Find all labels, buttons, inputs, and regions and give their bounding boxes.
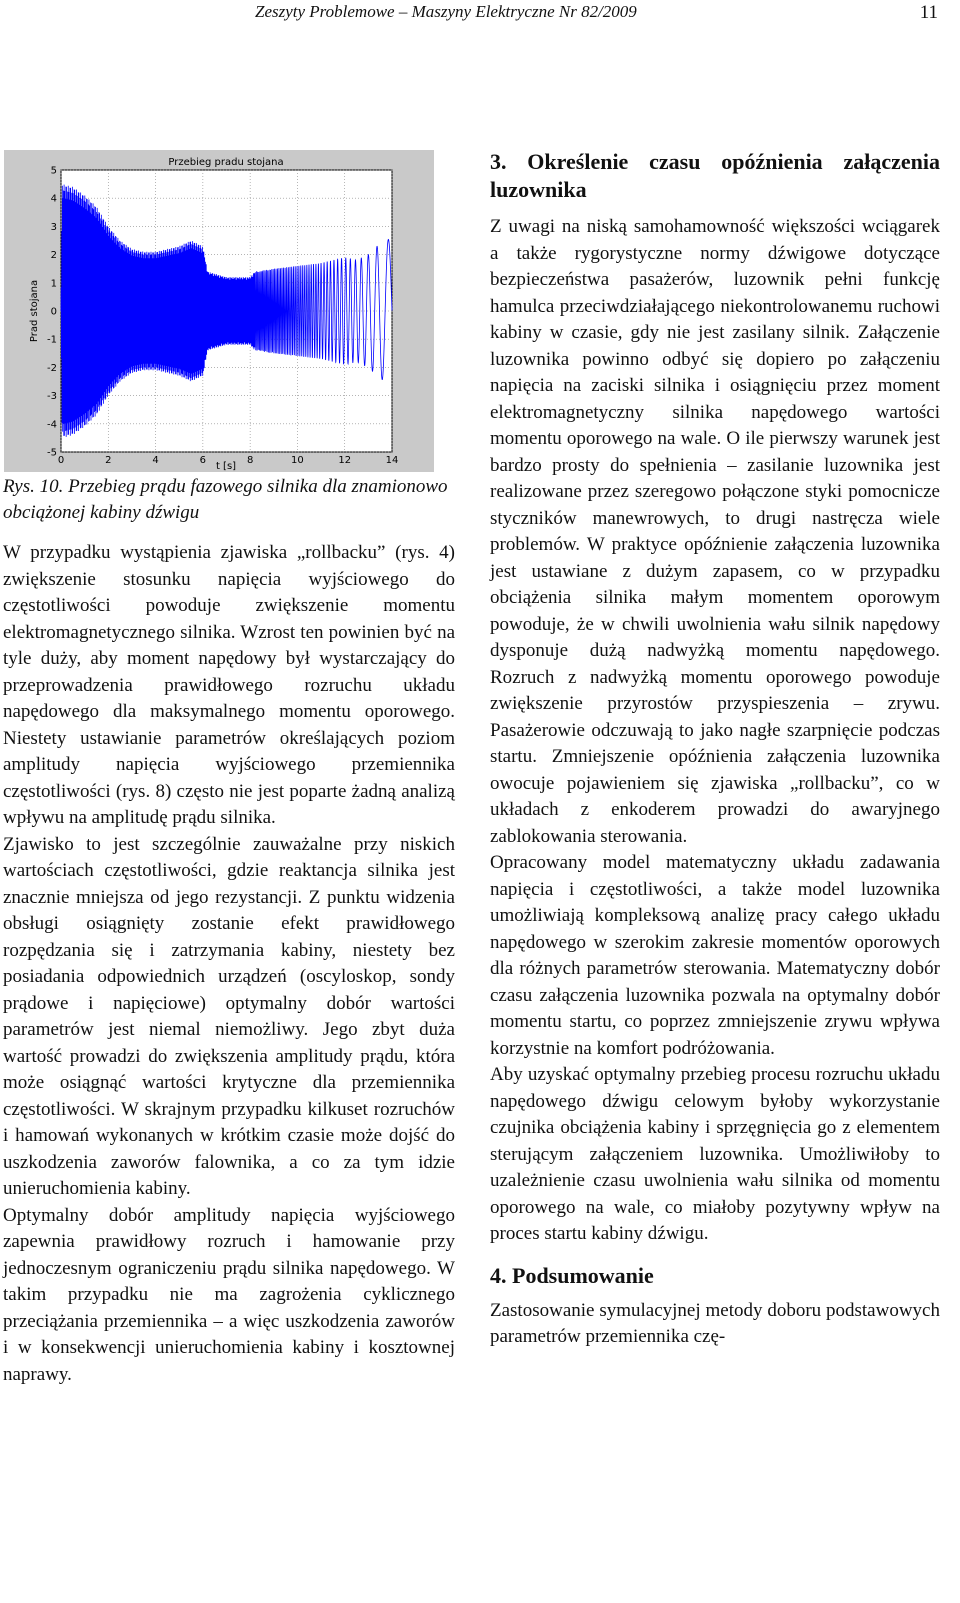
section-4-heading: 4. Podsumowanie	[490, 1262, 654, 1288]
y-tick-label: 5	[50, 165, 57, 177]
right-column-text	[490, 148, 940, 1351]
y-axis-label: Prad stojana	[29, 279, 40, 343]
y-tick-label: -1	[47, 334, 57, 346]
x-axis-label: t [s]	[215, 461, 237, 472]
x-tick-label: 6	[199, 455, 207, 466]
right-paragraph-3: Aby uzyskać optymalny przebieg procesu rozruchu układu napędowego dźwigu celowym byłoby wykorzystanie czujnika obciążenia kabiny i sprzęgnięcia go z elementem sterującym załączeniem luzownika. Umożliwiłoby to uzależnienie czasu uwolnienia wału silnika od momentu oporowego na wale, co miałoby pozytywny wpływ na proces startu kabiny dźwigu.	[490, 1064, 940, 1244]
x-tick-label: 4	[152, 455, 159, 466]
left-column-text	[3, 540, 455, 1388]
section-3-heading: 3. Określenie czasu opóźnienia załączenia luzownika	[490, 149, 940, 202]
chart-title: Przebieg pradu stojana	[168, 157, 284, 168]
x-tick-label: 8	[246, 455, 254, 466]
y-tick-label: -4	[47, 419, 57, 431]
left-paragraph-1: W przypadku wystąpienia zjawiska „rollbacku” (rys. 4) zwiększenie stosunku napięcia wyjściowego do częstotliwości powoduje zwiększenie momentu elektromagnetycznego silnika. Wzrost ten powinien być na tyle duży, aby moment napędowy był wystarczający do przeprowadzenia prawidłowego rozruchu układu napędowego dla maksymalnego momentu oporowego. Niestety ustawianie parametrów określających poziom amplitudy napięcia wyjściowego przemiennika częstotliwości (rys. 8) często nie jest poparte żadną analizą wpływu na amplitudę prądu silnika.	[3, 542, 455, 828]
page-header	[0, 2, 960, 28]
stator-current-chart	[4, 150, 434, 472]
x-tick-label: 14	[385, 455, 399, 466]
x-tick-label: 0	[57, 455, 65, 466]
y-tick-label: -2	[47, 362, 57, 374]
journal-title: Zeszyty Problemowe – Maszyny Elektryczne Nr 82/2009	[255, 2, 637, 21]
x-tick-label: 2	[105, 455, 112, 466]
y-tick-label: 0	[50, 306, 57, 318]
left-paragraph-3: Optymalny dobór amplitudy napięcia wyjściowego zapewnia prawidłowy rozruch i hamowanie przy jednoczesnym ograniczeniu prądu silnika napędowego. W takim przypadku nie ma zagrożenia cyklicznego przeciążania przemiennika – a więc uszkodzenia zaworów i w konsekwencji unieruchomienia kabiny i kosztownej naprawy.	[3, 1204, 455, 1385]
figure-stator-current	[4, 150, 434, 472]
y-tick-label: 4	[50, 193, 57, 205]
y-tick-label: 1	[50, 278, 57, 290]
right-paragraph-2: Opracowany model matematyczny układu zadawania napięcia i częstotliwości, a także model luzownika umożliwiają kompleksową analizę pracy całego układu napędowego w szerokim zakresie momentów oporowych dla różnych parametrów sterowania. Matematyczny dobór czasu załączenia luzownika pozwala na optymalny dobór momentu startu, co poprzez zmniejszenie zrywu wpływa korzystnie na komfort podróżowania.	[490, 852, 940, 1059]
right-paragraph-4: Zastosowanie symulacyjnej metody doboru podstawowych parametrów przemiennika czę-	[490, 1299, 940, 1347]
y-tick-label: 2	[50, 250, 57, 262]
y-tick-label: -3	[47, 391, 57, 403]
x-tick-label: 10	[291, 455, 304, 466]
y-tick-label: 3	[50, 221, 57, 233]
right-paragraph-1: Z uwagi na niską samohamowność większości wciągarek a także rygorystyczne normy dźwigowe dotyczące bezpieczeństwa pasażerów, luzownik pełni funkcję hamulca przeciwdziałającego niekontrolowanemu ruchowi kabiny w czasie, gdy nie jest zasilany silnik. Załączenie luzownika powinno odbyć się dopiero po załączeniu napięcia na zaciski silnika i osiągnięciu przez moment elektromagnetyczny silnika napędowego wartości momentu oporowego na wale. O ile pierwszy warunek jest bardzo prosty do spełnienia – zasilanie luzownika jest realizowane przez szeregowo połączone styki pomocnicze styczników manewrowych, to drugi nastręcza wiele problemów. W praktyce opóźnienie załączenia luzownika jest ustawiane z dużym zapasem, co w przypadku obciążenia silnika małym momentem oporowym powoduje, że w chwili uwolnienia wału silnik napędowy dysponuje dużą nadwyżką momentu napędowego. Rozruch z nadwyżką momentu oporowego powoduje zwiększenie przyrostów przyspieszenia – zrywu. Pasażerowie odczuwają to jako nagłe szarpnięcie podczas startu. Zmniejszenie opóźnienia załączenia luzownika owocuje pojawieniem się zjawiska „rollbacku”, co w układach z enkoderem prowadzi do awaryjnego zablokowania sterowania.	[490, 216, 940, 847]
x-tick-label: 12	[338, 455, 352, 466]
figure-caption: Rys. 10. Przebieg prądu fazowego silnika dla znamionowo obciążonej kabiny dźwigu	[3, 476, 448, 523]
page-number: 11	[919, 2, 938, 23]
y-tick-label: -5	[47, 447, 57, 459]
left-paragraph-2: Zjawisko to jest szczególnie zauważalne przy niskich wartościach częstotliwości, gdzie reaktancja silnika jest znacznie mniejsza od jego rezystancji. Z punktu widzenia obsługi osiągnięty zostanie efekt prawidłowego rozpędzania się i zatrzymania kabiny, niestety bez posiadania odpowiednich urządzeń (oscyloskop, sondy prądowe i napięciowe) optymalny dobór wartości parametrów jest niemal niemożliwy. Jego zbyt duża wartość prowadzi do zwiększenia amplitudy prądu, która może osiągnąć wartości krytyczne dla przemiennika częstotliwości. W skrajnym przypadku kilkuset rozruchów i hamowań wykonanych w krótkim czasie może dojść do uszkodzenia zaworów falownika, a co za tym idzie unieruchomienia kabiny.	[3, 833, 455, 1199]
